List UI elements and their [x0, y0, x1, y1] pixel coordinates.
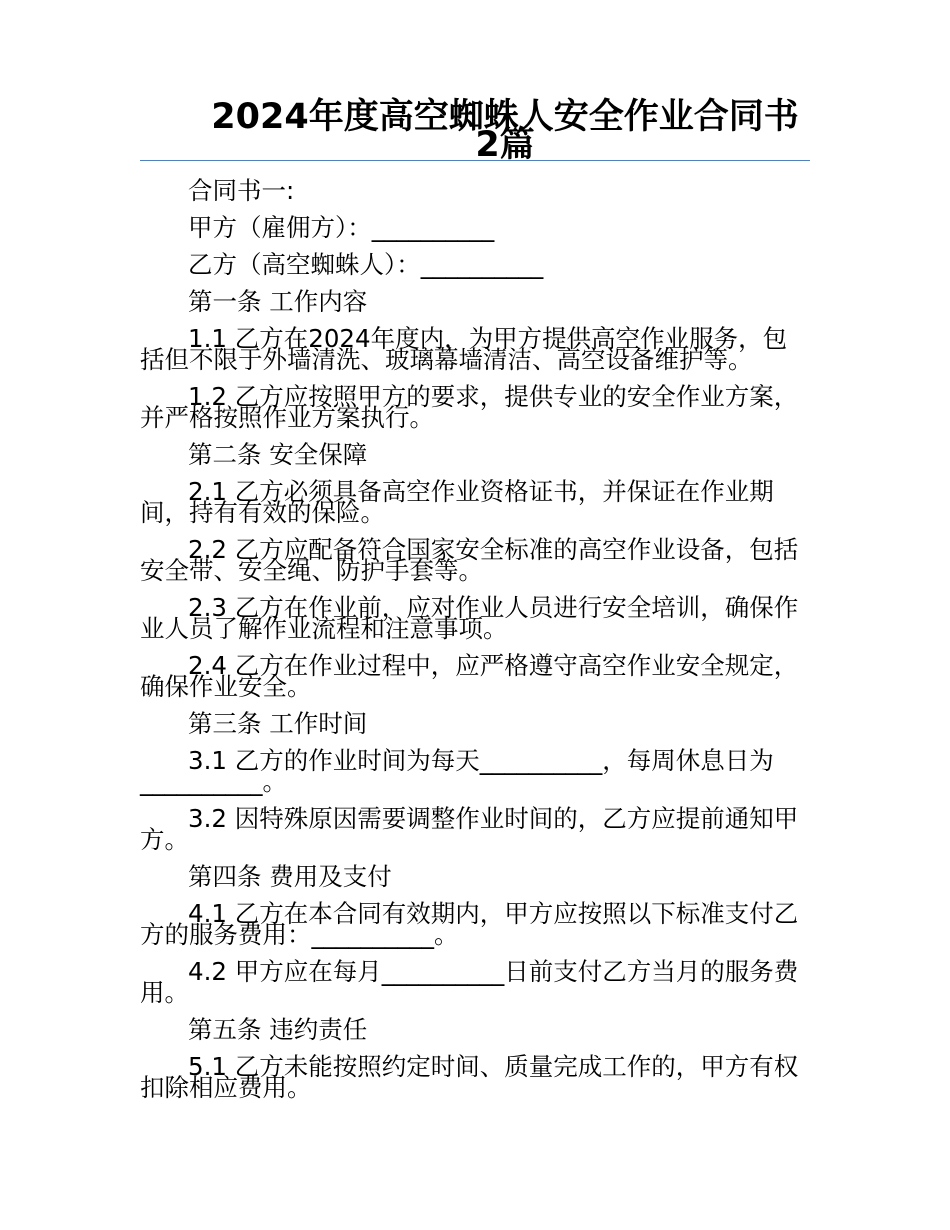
title-underline — [140, 160, 810, 161]
clause: 1.2 乙方应按照甲方的要求，提供专业的安全作业方案，并严格按照作业方案执行。 — [140, 382, 799, 432]
clause: 4.1 乙方在本合同有效期内，甲方应按照以下标准支付乙方的服务费用：__________。 — [140, 899, 799, 949]
clause: 3.1 乙方的作业时间为每天__________，每周休息日为__________。 — [140, 746, 774, 796]
party-b-line: 乙方（高空蜘蛛人）：__________ — [188, 250, 544, 279]
clause: 2.1 乙方必须具备高空作业资格证书，并保证在作业期间，持有有效的保险。 — [140, 477, 774, 527]
clause: 3.2 因特殊原因需要调整作业时间的，乙方应提前通知甲方。 — [140, 804, 799, 854]
article-heading: 第五条 违约责任 — [188, 1015, 368, 1044]
clause: 2.4 乙方在作业过程中，应严格遵守高空作业安全规定，确保作业安全。 — [140, 651, 799, 701]
clause: 2.3 乙方在作业前，应对作业人员进行安全培训，确保作业人员了解作业流程和注意事项。 — [140, 593, 799, 643]
article-heading: 第一条 工作内容 — [188, 287, 368, 316]
clause: 4.2 甲方应在每月__________日前支付乙方当月的服务费用。 — [140, 957, 799, 1007]
article-heading: 第二条 安全保障 — [188, 440, 368, 469]
article-heading: 第四条 费用及支付 — [188, 862, 392, 891]
clause: 5.1 乙方未能按照约定时间、质量完成工作的，甲方有权扣除相应费用。 — [140, 1052, 799, 1102]
document-body — [140, 176, 808, 1114]
contract-heading: 合同书一: — [188, 176, 295, 205]
party-a-line: 甲方（雇佣方）：__________ — [188, 213, 495, 242]
document-title: 2024年度高空蜘蛛人安全作业合同书2篇 — [211, 97, 799, 165]
article-heading: 第三条 工作时间 — [188, 709, 368, 738]
clause: 1.1 乙方在2024年度内，为甲方提供高空作业服务，包括但不限于外墙清洗、玻璃幕墙清洁、高空设备维护等。 — [140, 324, 788, 374]
clause: 2.2 乙方应配备符合国家安全标准的高空作业设备，包括安全带、安全绳、防护手套等。 — [140, 535, 799, 585]
